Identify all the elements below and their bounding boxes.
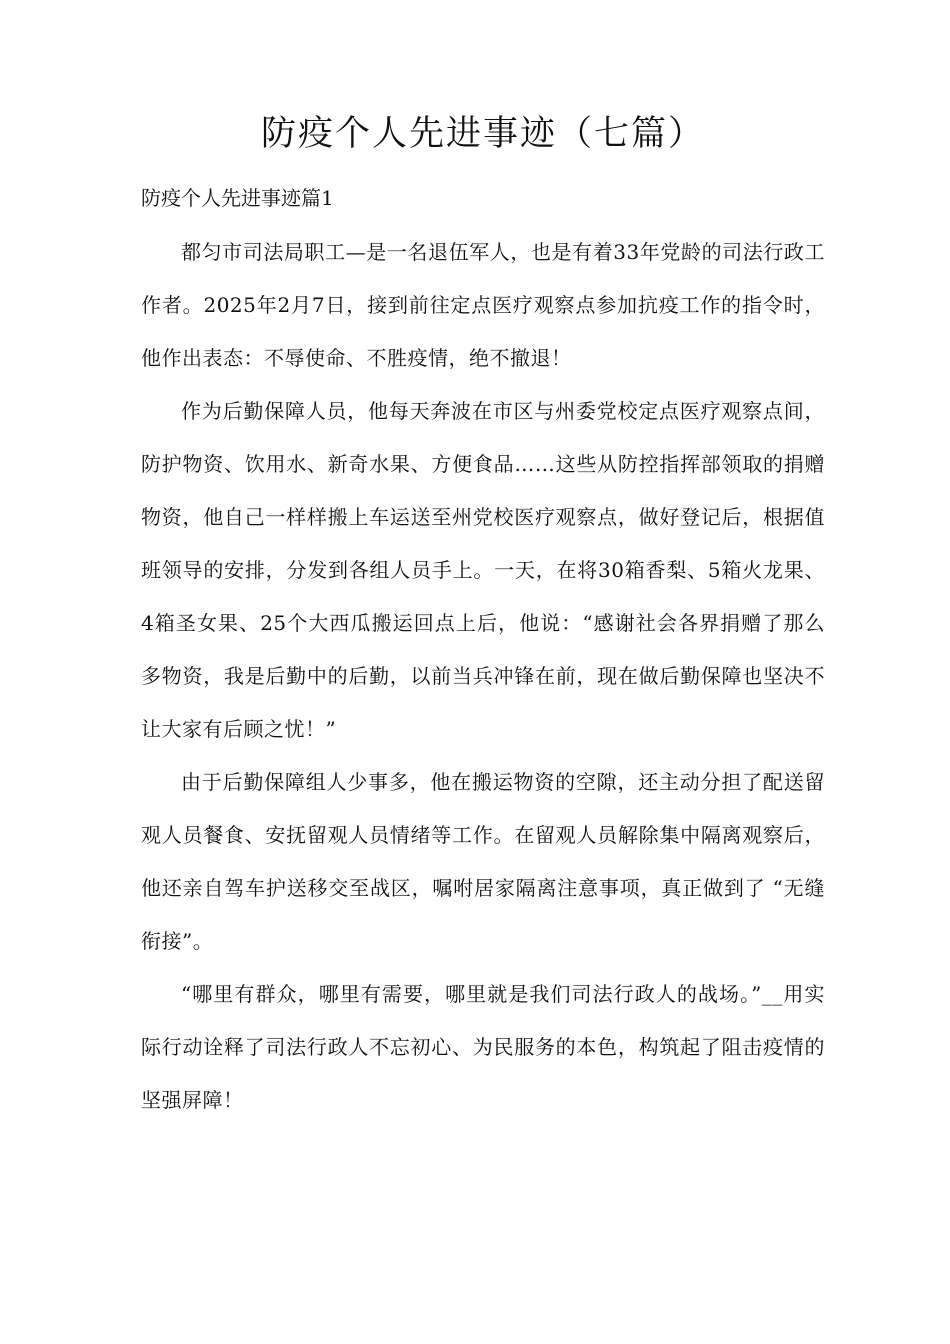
paragraph-4: “哪里有群众，哪里有需要，哪里就是我们司法行政人的战场。”__用实际行动诠释了司法行政人不忘初心、为民服务的本色，构筑起了阻击疫情的坚强屏障！ (141, 982, 825, 1112)
paragraph-2: 作为后勤保障人员，他每天奔波在市区与州委党校定点医疗观察点间，防护物资、饮用水、新奇水果、方便食品……这些从防控指挥部领取的捐赠物资，他自己一样样搬上车运送至州党校医疗观察点，做好登记后，根据值班领导的安排，分发到各组人员手上。一天，在将30箱香梨、5箱火龙果、4箱圣女果、25个大西瓜搬运回点上后，他说：“感谢社会各界捐赠了那么多物资，我是后勤中的后勤，以前当兵冲锋在前，现在做后勤保障也坚决不让大家有后顾之忧！” (141, 399, 825, 741)
section-heading: 防疫个人先进事迹篇1 (141, 186, 334, 210)
paragraph-1: 都匀市司法局职工—是一名退伍军人，也是有着33年党龄的司法行政工作者。2025年2月7日，接到前往定点医疗观察点参加抗疫工作的指令时，他作出表态：不辱使命、不胜疫情，绝不撤退！ (141, 240, 825, 370)
document-title: 防疫个人先进事迹（七篇） (260, 114, 705, 154)
paragraph-3: 由于后勤保障组人少事多，他在搬运物资的空隙，还主动分担了配送留观人员餐食、安抚留观人员情绪等工作。在留观人员解除集中隔离观察后，他还亲自驾车护送移交至战区，嘱咐居家隔离注意事项，真正做到了 “无缝衔接”。 (141, 770, 825, 953)
